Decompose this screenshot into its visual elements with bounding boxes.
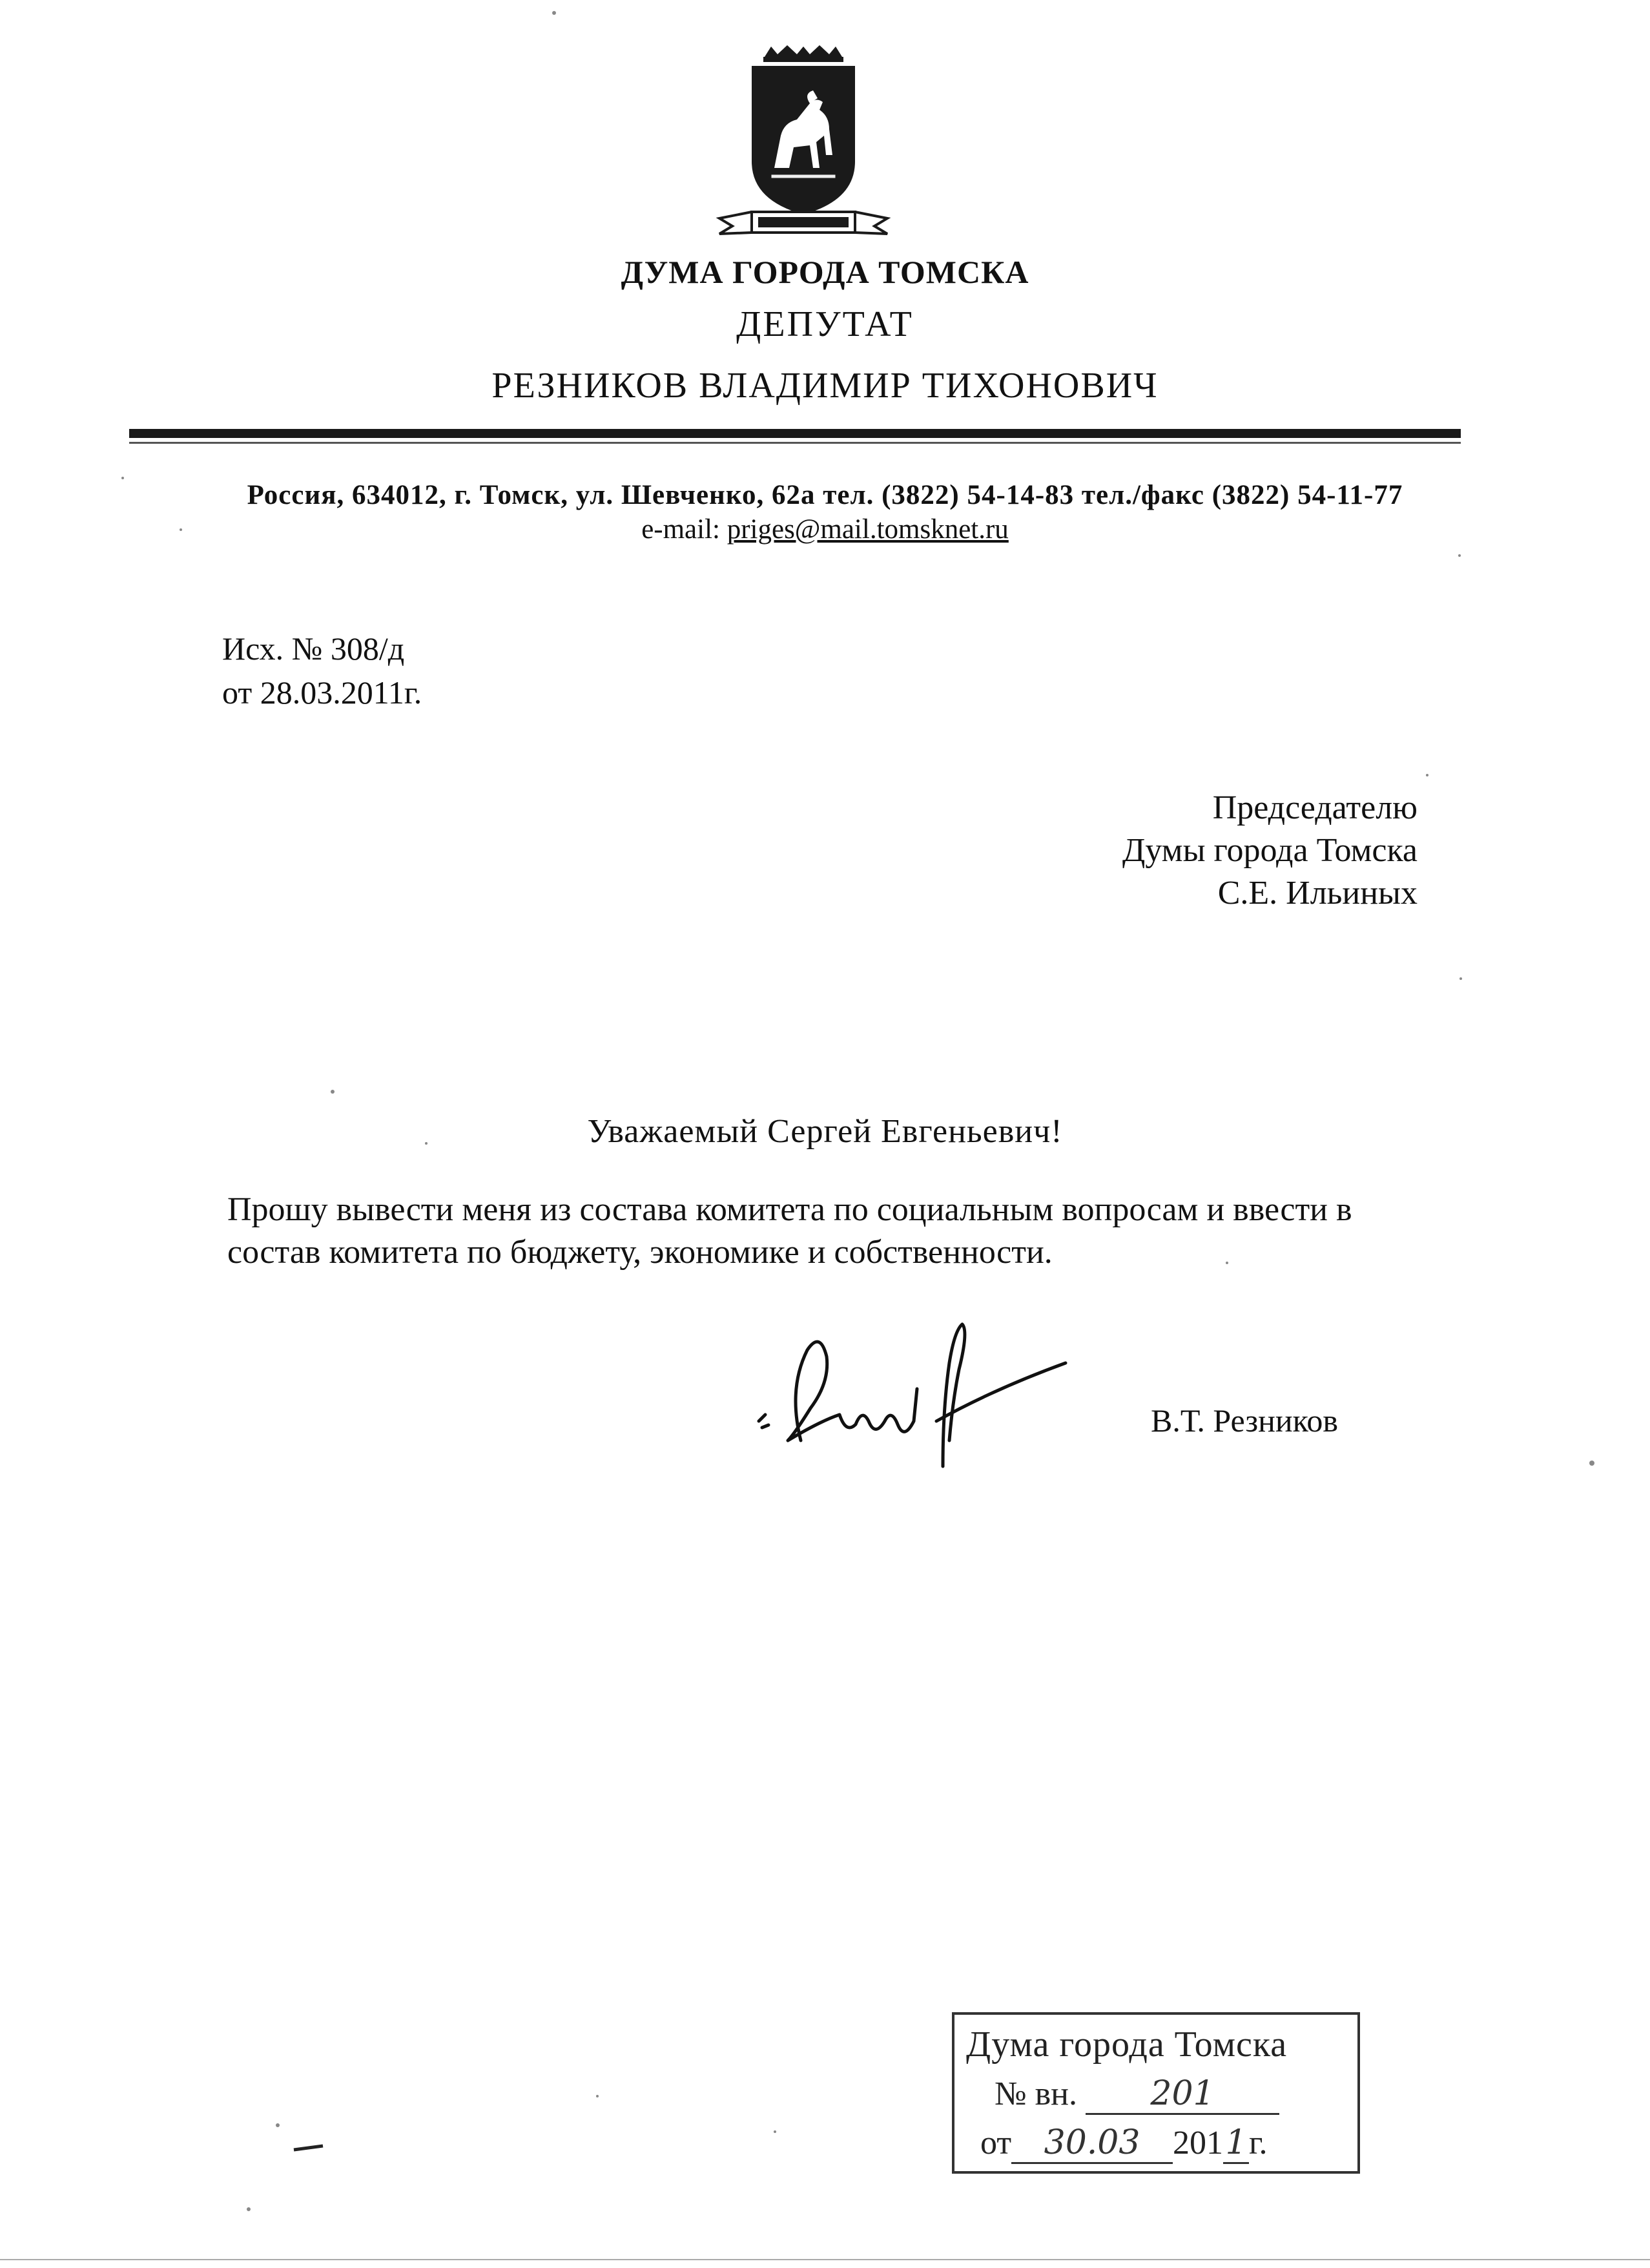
header-divider	[129, 429, 1461, 438]
stamp-number-row	[995, 2074, 1279, 2115]
stamp-date-value: 30.03	[1011, 2123, 1173, 2164]
letter-body: Прошу вывести меня из состава комитета по социальным вопросам и ввести в состав комитета по бюджету, экономике и собственности.	[227, 1191, 1352, 1271]
header-divider-thin	[129, 442, 1461, 444]
stamp-year-end: г.	[1249, 2125, 1268, 2161]
organization-name: ДУМА ГОРОДА ТОМСКА	[621, 254, 1029, 290]
deputy-title: ДЕПУТАТ	[736, 304, 914, 344]
outgoing-date: от 28.03.2011г.	[222, 674, 422, 711]
stamp-date-label: от	[980, 2125, 1012, 2161]
addressee-line-2: Думы города Томска	[1122, 832, 1418, 869]
stamp-title: Дума города Томска	[966, 2024, 1288, 2065]
deputy-name: РЕЗНИКОВ ВЛАДИМИР ТИХОНОВИЧ	[491, 366, 1159, 406]
contact-email-line	[0, 514, 1650, 545]
registration-stamp	[952, 2012, 1360, 2174]
stamp-number-label: № вн.	[995, 2076, 1077, 2112]
salutation: Уважаемый Сергей Евгеньевич!	[587, 1113, 1063, 1150]
addressee-line-1: Председателю	[1212, 789, 1418, 826]
contact-address: Россия, 634012, г. Томск, ул. Шевченко, 62а тел. (3822) 54-14-83 тел./факс (3822) 54-11-77	[247, 480, 1403, 510]
email-link[interactable]: priges@mail.tomsknet.ru	[727, 514, 1009, 545]
addressee-block	[1122, 787, 1418, 915]
outgoing-reference	[222, 627, 422, 714]
stamp-date-row	[980, 2123, 1268, 2164]
stamp-number-value: 201	[1086, 2074, 1279, 2115]
signer-name: В.Т. Резников	[1151, 1402, 1338, 1439]
coat-of-arms-icon	[713, 45, 894, 252]
addressee-line-3: С.Е. Ильиных	[1217, 875, 1418, 911]
stamp-year-suffix: 1	[1223, 2123, 1249, 2164]
signature-icon	[749, 1311, 1091, 1479]
email-label: e-mail:	[641, 514, 727, 545]
stamp-year-prefix: 201	[1173, 2125, 1224, 2161]
outgoing-number: Исх. № 308/д	[222, 630, 405, 667]
